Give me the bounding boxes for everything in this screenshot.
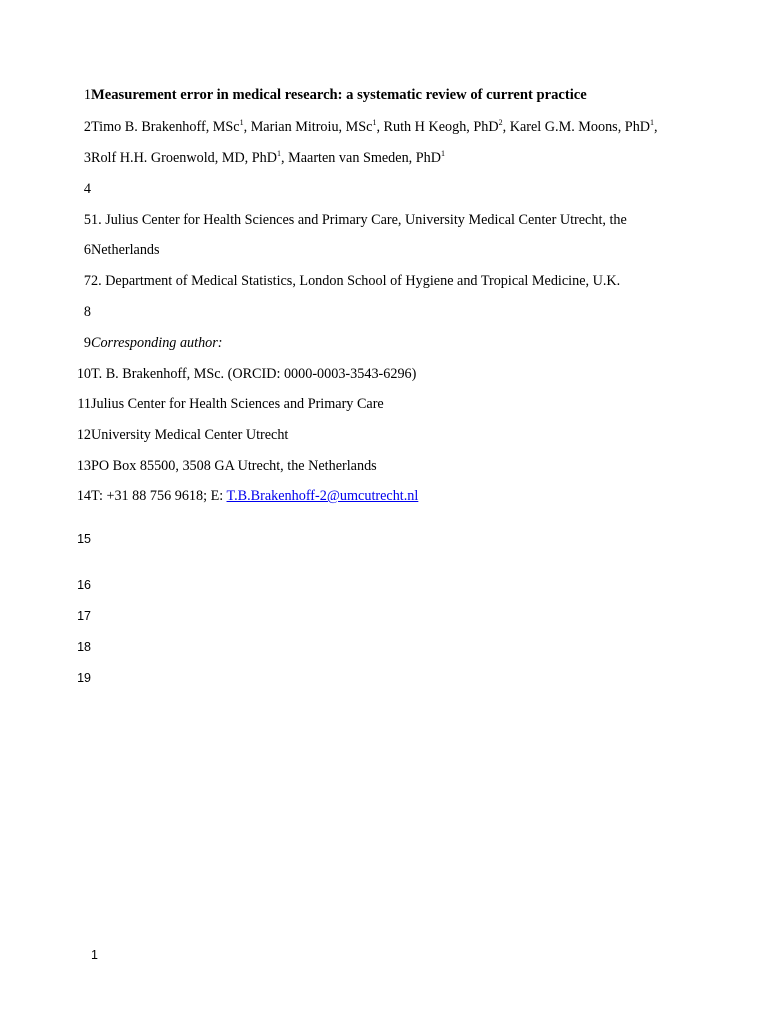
manuscript-line	[0, 272, 740, 290]
line-number: 12	[76, 427, 91, 443]
affiliation-marker: 1	[441, 149, 445, 158]
line-number: 3	[83, 150, 91, 166]
affiliation-text: 2. Department of Medical Statistics, London School of Hygiene and Tropical Medicine, U.K.	[91, 273, 621, 289]
affiliation-marker: 2	[498, 118, 503, 127]
manuscript-line	[0, 241, 740, 259]
author-name: , Maarten van Smeden, PhD	[281, 150, 441, 166]
line-number: 7	[83, 273, 91, 289]
corresponding-heading: Corresponding author:	[91, 335, 223, 351]
page-number: 1	[91, 948, 98, 962]
manuscript-line	[0, 530, 740, 548]
line-number: 9	[83, 335, 91, 351]
line-number: 14	[76, 488, 91, 504]
affiliation-marker: 1	[372, 118, 377, 127]
manuscript-line	[0, 303, 740, 321]
line-number: 16	[77, 578, 91, 592]
affiliation-marker: 1	[277, 149, 282, 158]
line-number: 19	[77, 671, 91, 685]
line-number: 13	[76, 458, 91, 474]
line-number: 4	[83, 181, 91, 197]
manuscript-line	[0, 118, 740, 136]
affiliation-text: Netherlands	[91, 242, 160, 258]
manuscript-line	[0, 334, 740, 352]
author-name: Timo B. Brakenhoff, MSc	[91, 119, 240, 135]
manuscript-line	[0, 457, 740, 475]
author-separator: ,	[654, 119, 658, 135]
affiliation-marker: 1	[239, 118, 244, 127]
line-number: 15	[77, 532, 91, 546]
manuscript-line	[0, 607, 740, 625]
author-name: , Karel G.M. Moons, PhD	[502, 119, 651, 135]
contact-phone: T: +31 88 756 9618; E:	[91, 488, 227, 504]
email-link[interactable]: T.B.Brakenhoff-2@umcutrecht.nl	[226, 488, 419, 504]
manuscript-line	[0, 487, 740, 505]
corresponding-institution: University Medical Center Utrecht	[91, 427, 289, 443]
corresponding-institution: Julius Center for Health Sciences and Primary Care	[91, 396, 384, 412]
manuscript-line	[0, 576, 740, 594]
line-number: 10	[76, 366, 91, 382]
manuscript-line	[0, 86, 740, 104]
manuscript-line	[0, 669, 740, 687]
corresponding-name: T. B. Brakenhoff, MSc. (ORCID: 0000-0003-3543-6296)	[91, 366, 417, 382]
paper-title: Measurement error in medical research: a systematic review of current practice	[91, 87, 587, 103]
manuscript-line	[0, 395, 740, 413]
line-number: 1	[83, 87, 91, 103]
affiliation-text: 1. Julius Center for Health Sciences and Primary Care, University Medical Center Utrecht, the	[91, 212, 627, 228]
author-name: , Marian Mitroiu, MSc	[243, 119, 373, 135]
line-number: 2	[83, 119, 91, 135]
manuscript-line	[0, 180, 740, 198]
line-number: 11	[77, 396, 91, 412]
affiliation-marker: 1	[650, 118, 655, 127]
corresponding-address: PO Box 85500, 3508 GA Utrecht, the Netherlands	[91, 458, 377, 474]
line-number: 6	[83, 242, 91, 258]
author-name: , Ruth H Keogh, PhD	[376, 119, 499, 135]
author-name: Rolf H.H. Groenwold, MD, PhD	[91, 150, 278, 166]
line-number: 17	[77, 609, 91, 623]
line-number: 8	[83, 304, 91, 320]
manuscript-line	[0, 211, 740, 229]
manuscript-line	[0, 638, 740, 656]
manuscript-line	[0, 365, 740, 383]
manuscript-line	[0, 426, 740, 444]
line-number: 5	[83, 212, 91, 228]
line-number: 18	[77, 640, 91, 654]
manuscript-line	[0, 149, 740, 167]
